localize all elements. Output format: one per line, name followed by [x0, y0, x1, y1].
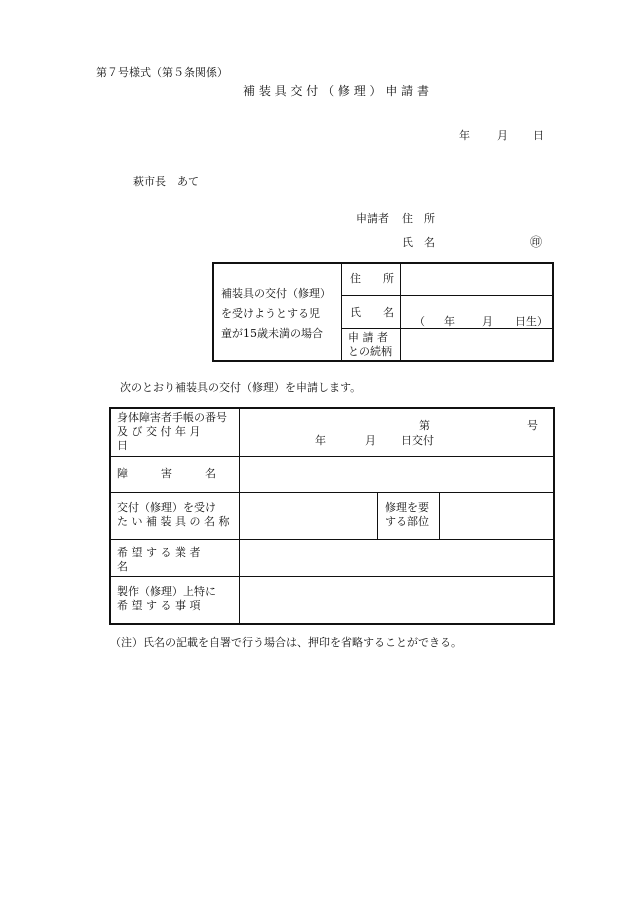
date-year-label: 年 — [459, 129, 470, 142]
handbook-no-suffix: 号 — [527, 419, 538, 432]
vendor-label: 希 望 す る 業 者 名 — [117, 546, 201, 573]
minor-address-label: 住 所 — [350, 272, 394, 285]
special-request-label: 製作（修理）上特に 希 望 す る 事 項 — [117, 585, 216, 612]
form-number: 第７号様式（第５条関係） — [96, 66, 228, 79]
applicant-address-label: 住 所 — [402, 212, 435, 225]
handbook-no-prefix: 第 — [419, 419, 430, 432]
seal-mark: ㊞ — [530, 235, 543, 249]
disability-label: 障 害 名 — [117, 467, 216, 480]
date-day-label: 日 — [533, 129, 544, 142]
main-application-table — [109, 407, 555, 625]
relation-label: 申 請 者 との続柄 — [348, 331, 392, 358]
issue-year-label: 年 — [315, 434, 326, 447]
issue-day-label: 日交付 — [401, 434, 434, 447]
minor-description: 補装具の交付（修理） を受けようとする児 童が15歳未満の場合 — [221, 287, 331, 340]
date-month-label: 月 — [497, 129, 508, 142]
form-title: 補 装 具 交 付 （ 修 理 ） 申 請 書 — [243, 84, 429, 98]
request-statement: 次のとおり補装具の交付（修理）を申請します。 — [120, 381, 362, 394]
issue-month-label: 月 — [365, 434, 376, 447]
minor-name-label: 氏 名 — [350, 306, 394, 319]
applicant-name-label: 氏 名 — [402, 236, 435, 249]
handbook-label: 身体障害者手帳の番号 及 び 交 付 年 月 日 — [117, 411, 227, 452]
repair-part-label: 修理を要 する部位 — [385, 501, 429, 528]
addressee: 萩市長 あて — [133, 175, 199, 188]
minor-info-box: 補装具の交付（修理） を受けようとする児 童が15歳未満の場合 住 所 氏 名 申 請 者 との続柄 （ 年 月 日生） — [212, 262, 554, 362]
note: （注）氏名の記載を自署で行う場合は、押印を省略することができる。 — [110, 636, 462, 649]
device-label: 交付（修理）を受け た い 補 装 具 の 名 称 — [117, 501, 230, 528]
applicant-label: 申請者 — [356, 212, 389, 225]
